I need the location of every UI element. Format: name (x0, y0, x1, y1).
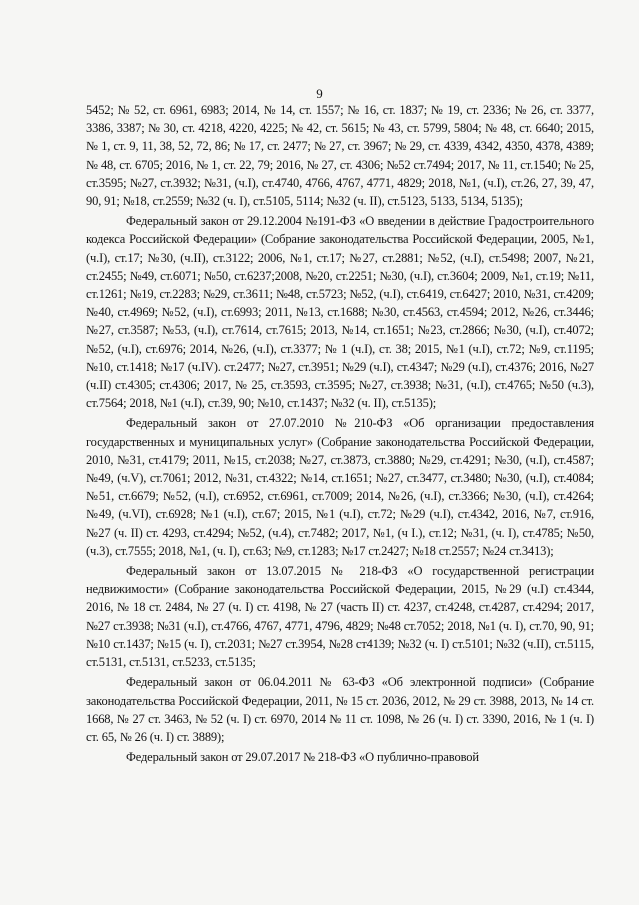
paragraph-law-63-fz: Федеральный закон от 06.04.2011 № 63-ФЗ «Об электронной подписи» (Собрание законодательства Российской Федерации, 2011, № 15 ст. 2036, 2012, № 29 ст. 3988, 2013, № 14 ст. 1668, № 27 ст. 3463, № 52 (ч. I) ст. 6970, 2014 № 11 ст. 1098, № 26 (ч. I) ст. 3390, 2016, № 1 (ч. I) ст. 65, № 26 (ч. I) ст. 3889); (86, 675, 594, 744)
page-number: 9 (316, 86, 323, 101)
paragraph-law-210-fz: Федеральный закон от 27.07.2010 №210-ФЗ «Об организации предоставления государственных и муниципальных услуг» (Собрание законодательства Российской Федерации, 2010, №31, ст.4179; 2011, №15, ст.2038; №27, ст.3873, ст.3880; №29, ст.4291; №30, (ч.I), ст.4587; №49, (ч.V), ст.7061; 2012, №31, ст.4322; №14, ст.1651; №27, ст.3477, ст.3480; №30, (ч.I), ст.4084; №51, ст.6679; №52, (ч.I), ст.6952, ст.6961, ст.7009; 2014, №26, (ч.I), ст.3366; №30, (ч.I), ст.4264; №49, (ч.VI), ст.6928; №1 (ч.I), ст.67; 2015, №1 (ч.I), ст.72; №29 (ч.I), ст.4342, 2016, №7, ст.916, №27 (ч. II) ст. 4293, ст.4294; №52, (ч.4), ст.7482; 2017, №1, (ч I.), ст.12; №31, (ч. I), ст.4785; №50, (ч.3), ст.7555; 2018, №1, (ч. I), ст.63; №9, ст.1283; №17 ст.2427; №18 ст.2557; №24 ст.3413); (86, 416, 594, 558)
document-body (86, 101, 594, 768)
paragraph-law-218-fz-2017: Федеральный закон от 29.07.2017 № 218-ФЗ «О публично-правовой (126, 750, 479, 765)
paragraph-law-191-fz: Федеральный закон от 29.12.2004 №191-ФЗ «О введении в действие Градостроительного кодекса Российской Федерации» (Собрание законодательства Российской Федерации, 2005, №1, (ч.I), ст.17; №30, (ч.II), ст.3122; 2006, №1, ст.17; №27, ст.2881; №52, (ч.I), ст.5498; 2007, №21, ст.2455; №49, ст.6071; №50, ст.6237;2008, №20, ст.2251; №30, (ч.I), ст.3604; 2009, №1, ст.19; №11, ст.1261; №19, ст.2283; №29, ст.3611; №48, ст.5723; №52, (ч.I), ст.6419, ст.6427; 2010, №31, ст.4209; №40, ст.4969; №52, (ч.I), ст.6993; 2011, №13, ст.1688; №30, ст.4563, ст.4594; 2012, №26, ст.3446; №27, ст.3587; №53, (ч.I), ст.7614, ст.7615; 2013, №14, ст.1651; №23, ст.2866; №30, (ч.I), ст.4072; №52, (ч.I), ст.6976; 2014, №26, (ч.I), ст.3377; № 1 (ч.I), ст. 38; 2015, №1 (ч.I), ст.72; №9, ст.1195; №10, ст.1418; №17 (ч.IV). ст.2477; №27, ст.3951; №29 (ч.I), ст.4347; №29 (ч.I), ст.4376; 2016, №27 (ч.II) ст.4305; ст.4306; 2017, № 25, ст.3593, ст.3595; №27, ст.3938; №31, (ч.I), ст.4765; №50 (ч.3), ст.7564; 2018, №1 (ч.I), ст.39, 90; №10, ст.1437; №32 (ч. II), ст.5135); (86, 214, 594, 411)
paragraph-continuation: 5452; № 52, ст. 6961, 6983; 2014, № 14, ст. 1557; № 16, ст. 1837; № 19, ст. 2336; № 26, ст. 3377, 3386, 3387; № 30, ст. 4218, 4220, 4225; № 42, ст. 5615; № 43, ст. 5799, 5804; № 48, ст. 6640; 2015, № 1, ст. 9, 11, 38, 52, 72, 86; № 17, ст. 2477; № 27, ст. 3967; № 29, ст. 4339, 4342, 4350, 4378, 4389; № 48, ст. 6705; 2016, № 1, ст. 22, 79; 2016, № 27, ст. 4306; №52 ст.7494; 2017, № 11, ст.1540; № 25, ст.3595; №27, ст.3932; №31, (ч.I), ст.4740, 4766, 4767, 4771, 4829; 2018, №1, (ч.I), ст.26, 27, 39, 47, 90, 91; №18, ст.2559; №32 (ч. I), ст.5105, 5114; №32 (ч. II), ст.5123, 5133, 5134, 5135); (86, 103, 594, 209)
paragraph-law-218-fz-2015: Федеральный закон от 13.07.2015 № 218-ФЗ «О государственной регистрации недвижимости» (Собрание законодательства Российской Федерации, 2015, №29 (ч.I) ст.4344, 2016, № 18 ст. 2484, № 27 (ч. I) ст. 4198, № 27 (часть II) ст. 4237, ст.4248, ст.4287, ст.4294; 2017, №27 ст.3938; №31 (ч.I), ст.4766, 4767, 4771, 4796, 4829; №48 ст.7052; 2018, №1 (ч. I), ст.70, 90, 91; №10 ст.1437; №15 (ч. I), ст.2031; №27 ст.3954, №28 ст4139; №32 (ч. I) ст.5101; №32 (ч.II), ст.5115, ст.5131, ст.5131, ст.5233, ст.5135; (86, 564, 594, 670)
